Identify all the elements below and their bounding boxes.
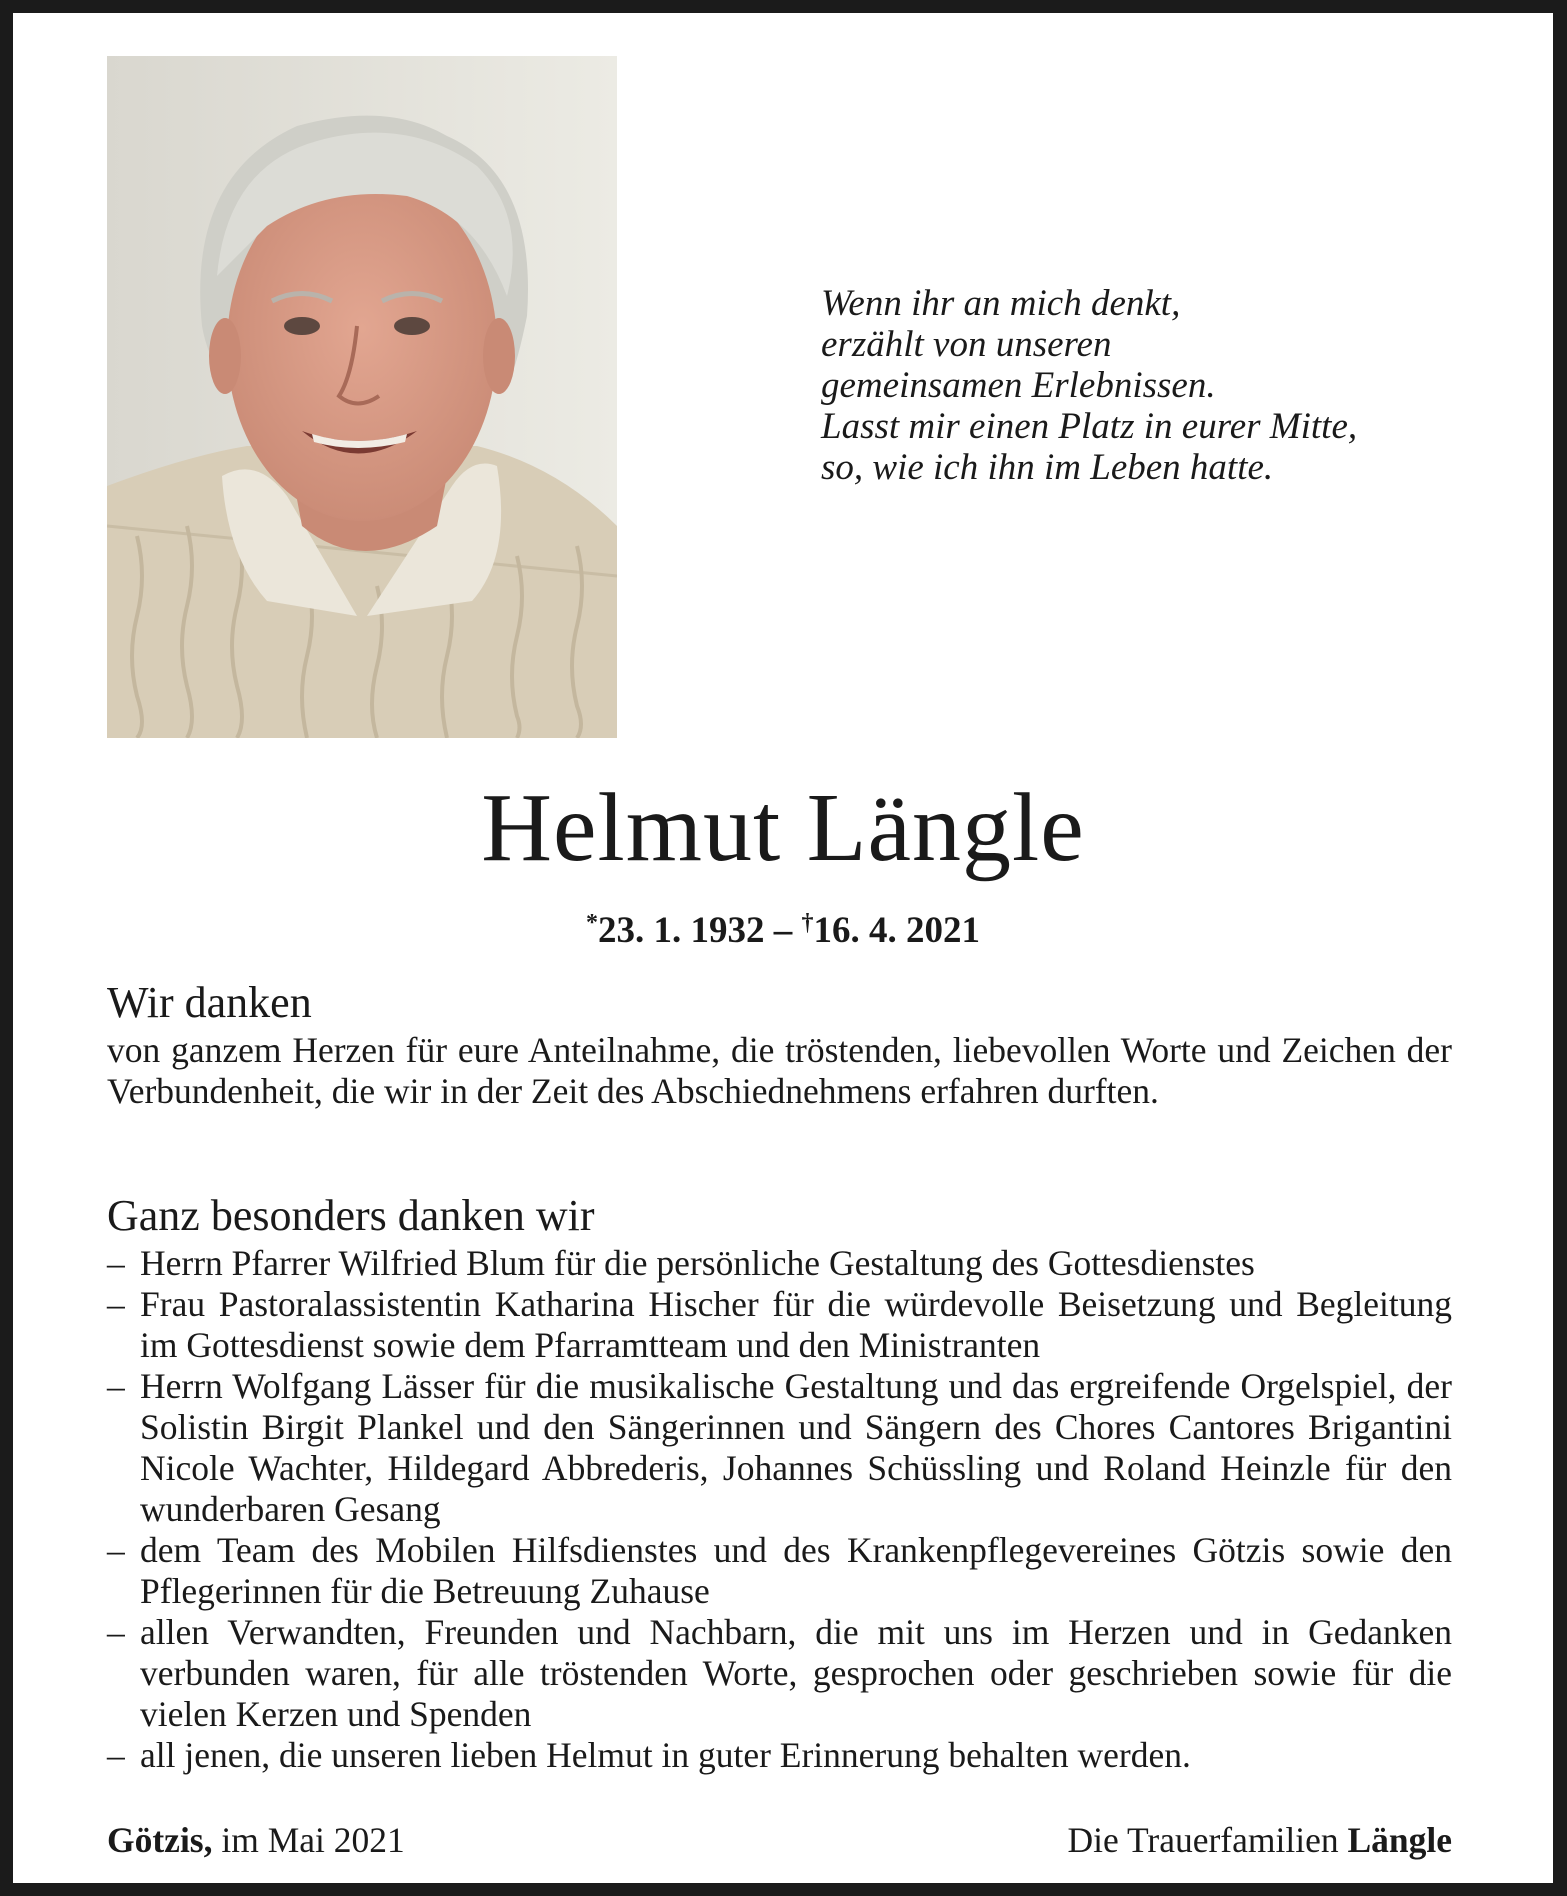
thanks-intro-text: von ganzem Herzen für eure Anteilnahme, die tröstenden, liebevollen Worte und Zeichen der Verbundenheit, die wir in der Zeit des Abschiednehmens erfahren durften. — [107, 1030, 1452, 1111]
family-name: Längle — [1347, 1820, 1452, 1860]
obituary-card — [13, 13, 1553, 1883]
deceased-name: Helmut Längle — [481, 774, 1085, 882]
memorial-poem — [821, 283, 1481, 488]
list-item — [107, 1530, 1452, 1612]
list-bullet: – — [107, 1284, 125, 1324]
list-item-text: all jenen, die unseren lieben Helmut in guter Erinnerung behalten werden. — [140, 1735, 1191, 1775]
poem-line: Wenn ihr an mich denkt, — [821, 283, 1181, 324]
list-bullet: – — [107, 1612, 125, 1652]
poem-line: Lasst mir einen Platz in eurer Mitte, — [821, 406, 1358, 447]
list-item-text: allen Verwandten, Freunden und Nachbarn, die mit uns im Herzen und in Gedanken verbunden waren, für alle tröstenden Worte, gesprochen oder geschrieben sowie für die vielen Kerzen und Spenden — [140, 1612, 1452, 1734]
list-bullet: – — [107, 1530, 125, 1570]
list-item-text: Herrn Wolfgang Lässer für die musikalische Gestaltung und das ergreifende Orgelspiel, der Solistin Birgit Plankel und den Sängerinnen und Sängern des Chores Cantores Brigantini Nicole Wachter, Hildegard Abbrederis, Johannes Schüssling und Roland Heinzle für den wunderbaren Gesang — [140, 1366, 1452, 1529]
special-thanks-list — [107, 1243, 1452, 1776]
poem-line: erzählt von unseren — [821, 324, 1112, 365]
list-item-text: dem Team des Mobilen Hilfsdienstes und des Krankenpflegevereines Götzis sowie den Pflegerinnen für die Betreuung Zuhause — [140, 1530, 1452, 1611]
portrait-image — [107, 56, 617, 738]
family-prefix: Die Trauerfamilien — [1067, 1820, 1348, 1860]
death-date: 16. 4. 2021 — [813, 910, 980, 951]
list-bullet: – — [107, 1735, 125, 1775]
family-signature — [1067, 1820, 1452, 1861]
list-bullet: – — [107, 1243, 125, 1283]
birth-date: 23. 1. 1932 — [598, 910, 765, 951]
list-item-text: Herrn Pfarrer Wilfried Blum für die persönliche Gestaltung des Gottesdienstes — [140, 1243, 1255, 1283]
list-item-text: Frau Pastoralassistentin Katharina Hischer für die würdevolle Beisetzung und Begleitung im Gottesdienst sowie dem Pfarramtteam und den Ministranten — [140, 1284, 1452, 1365]
death-symbol: † — [801, 910, 814, 936]
special-thanks-heading: Ganz besonders danken wir — [107, 1191, 595, 1240]
thanks-heading: Wir danken — [107, 978, 312, 1027]
birth-symbol: * — [586, 910, 598, 936]
life-dates — [13, 901, 1553, 953]
poem-line: so, wie ich ihn im Leben hatte. — [821, 447, 1274, 488]
list-item — [107, 1612, 1452, 1735]
place-and-date — [107, 1820, 405, 1861]
list-item — [107, 1735, 1452, 1776]
list-item — [107, 1243, 1452, 1284]
place-name: Götzis, — [107, 1820, 213, 1860]
list-bullet: – — [107, 1366, 125, 1406]
list-item — [107, 1284, 1452, 1366]
month-year: im Mai 2021 — [212, 1820, 405, 1860]
date-separator: – — [764, 910, 802, 951]
poem-line: gemeinsamen Erlebnissen. — [821, 365, 1216, 406]
list-item — [107, 1366, 1452, 1530]
portrait-photo — [107, 56, 617, 738]
